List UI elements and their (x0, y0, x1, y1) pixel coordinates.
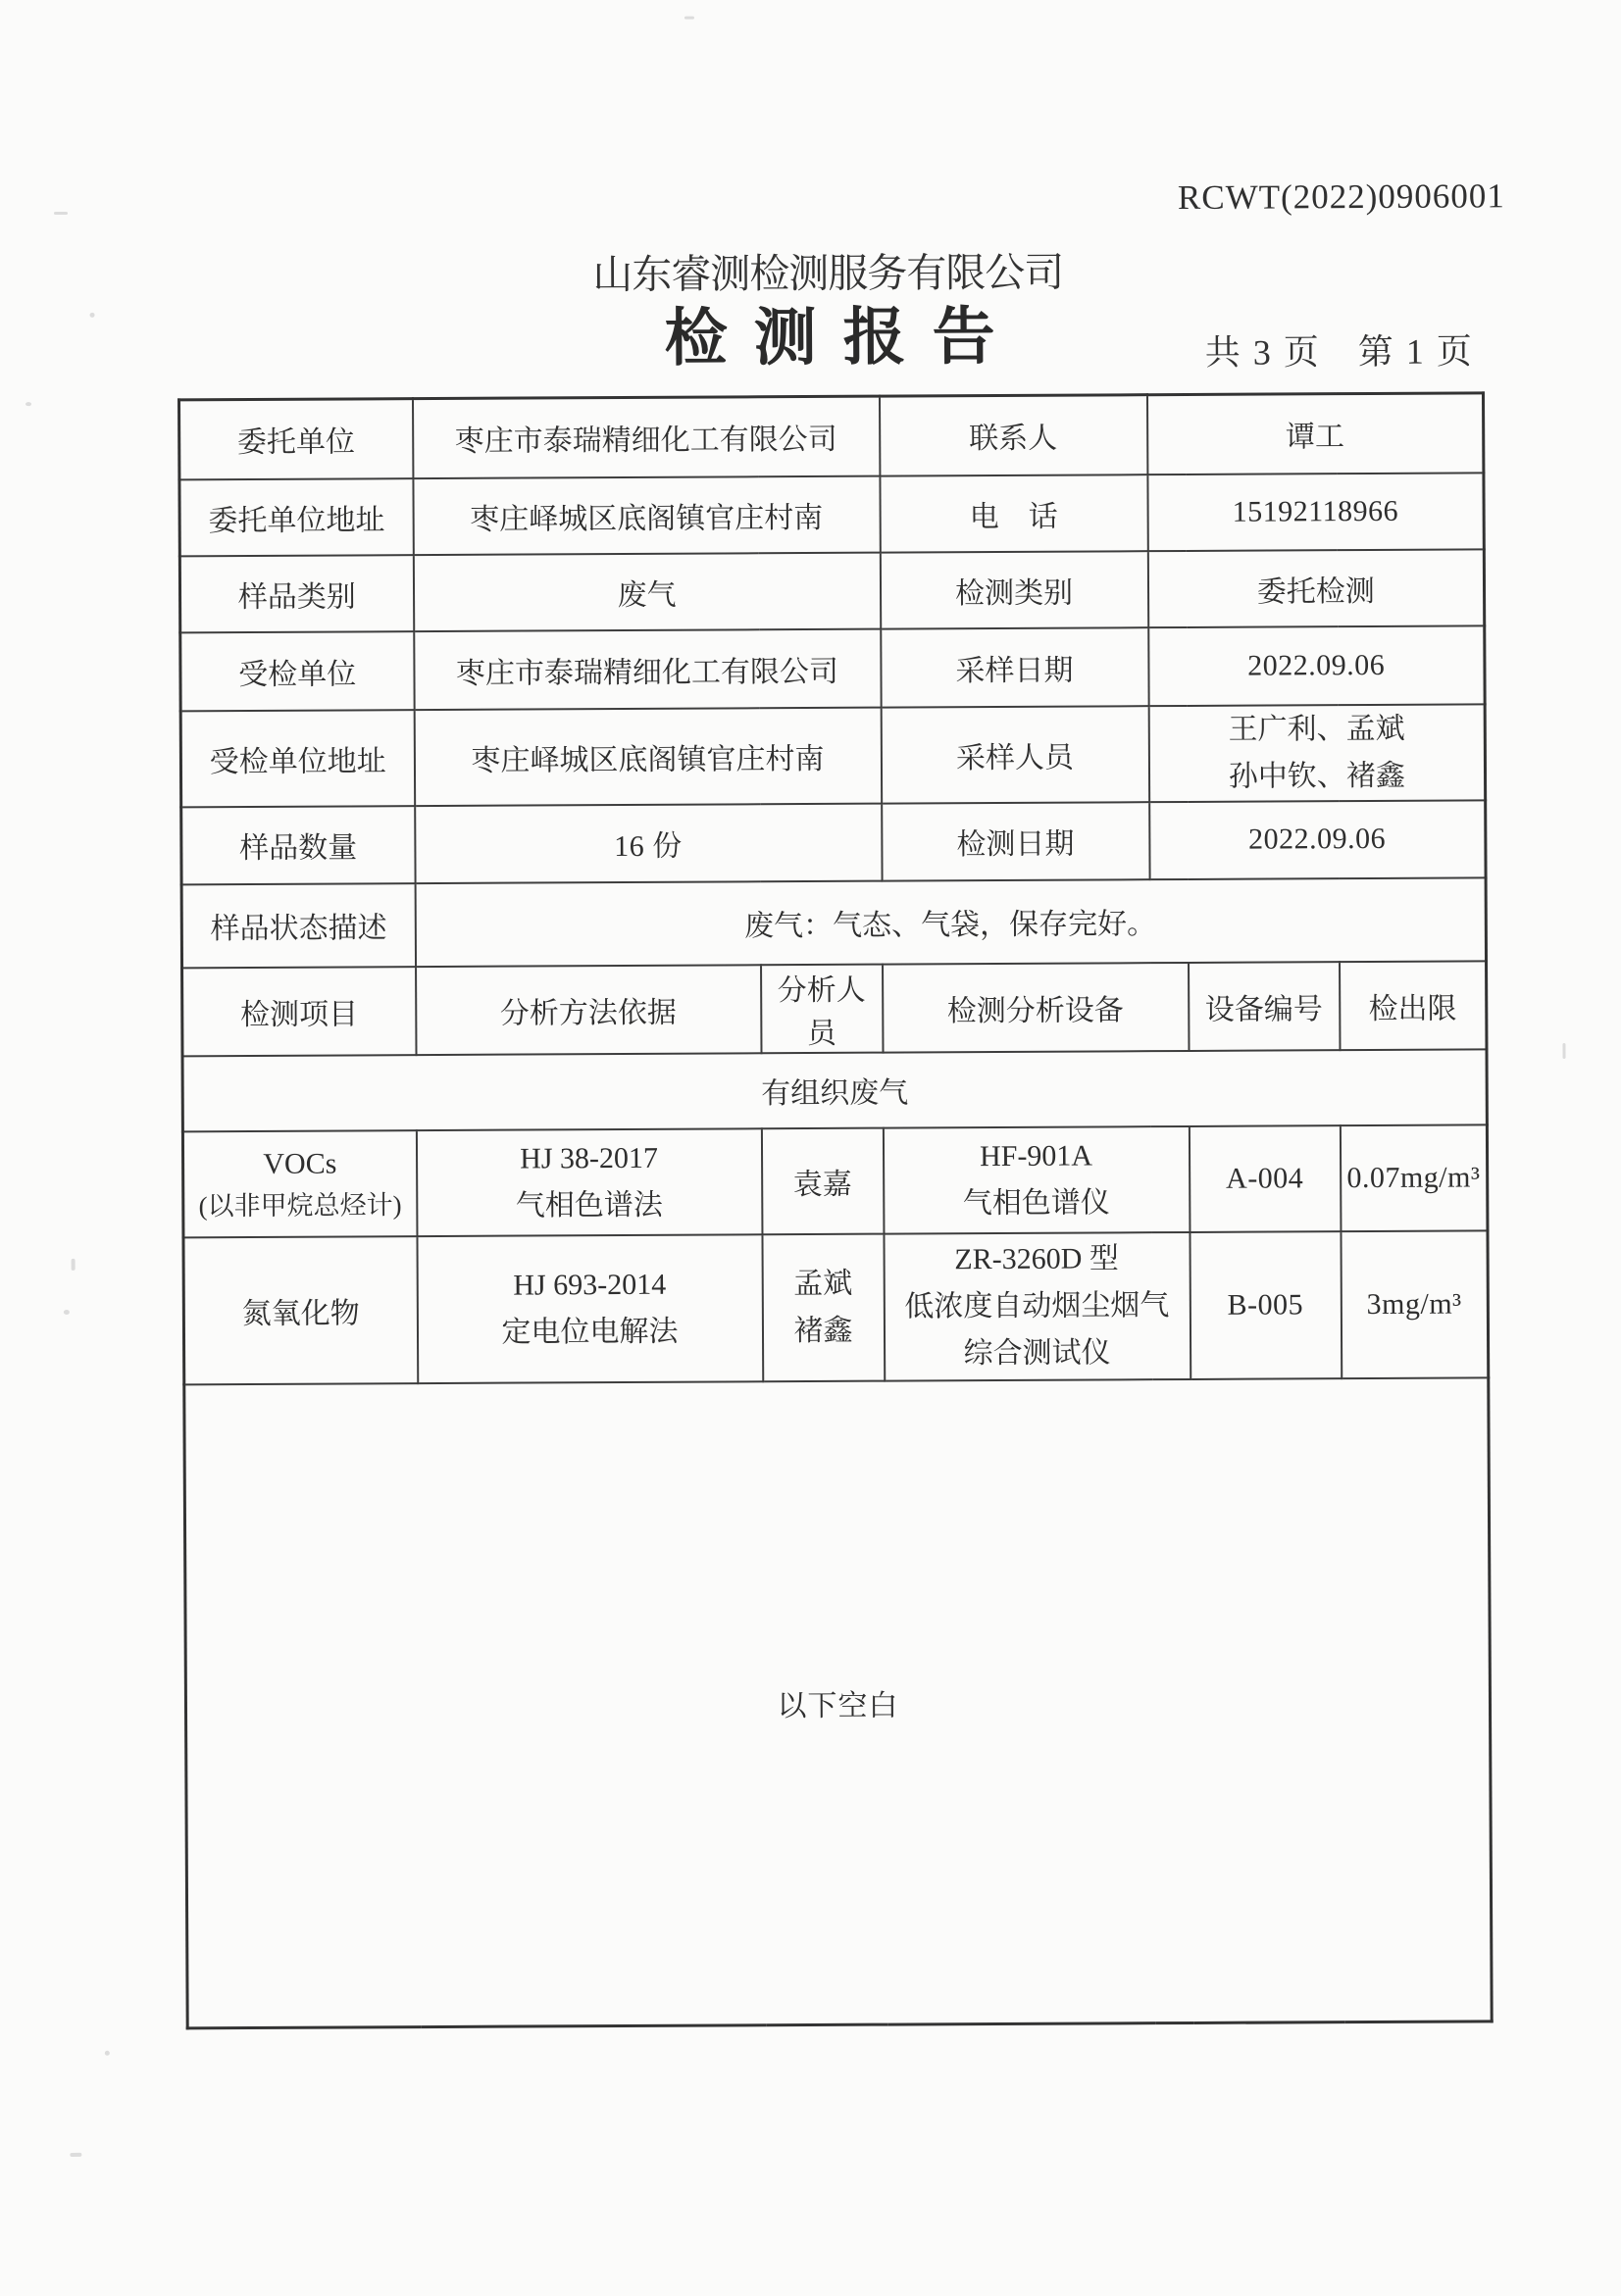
info-label-samplers: 采样人员 (881, 706, 1149, 803)
header-method: 分析方法依据 (416, 965, 761, 1055)
vocs-equipment-line-1: HF-901A (979, 1138, 1093, 1173)
info-label-client: 委托单位 (179, 399, 413, 479)
vocs-equipment-cell (883, 1125, 1190, 1233)
nox-analyst-cell (762, 1233, 885, 1381)
info-label-sampling-date: 采样日期 (881, 627, 1148, 707)
vocs-detection-limit-cell: 0.07mg/m³ (1340, 1124, 1488, 1231)
info-label-sample-category: 样品类别 (179, 555, 413, 632)
info-row-inspected-unit (180, 625, 1485, 711)
info-label-sample-state: 样品状态描述 (181, 883, 415, 968)
scan-speck (54, 212, 68, 215)
nox-device-no-cell: B-005 (1190, 1231, 1342, 1379)
nox-equipment-line-2: 低浓度自动烟尘烟气 (904, 1288, 1170, 1323)
header-equipment: 检测分析设备 (883, 962, 1189, 1052)
info-value-inspected-address: 枣庄峄城区底阁镇官庄村南 (414, 707, 882, 805)
nox-method-line-1: HJ 693-2014 (513, 1268, 667, 1302)
info-value-test-category: 委托检测 (1147, 549, 1484, 627)
info-value-test-date: 2022.09.06 (1149, 800, 1486, 879)
nox-equipment-cell (884, 1231, 1190, 1380)
info-value-samplers (1148, 704, 1486, 802)
vocs-item-line-1: VOCs (263, 1147, 337, 1180)
analysis-row-nox (183, 1230, 1489, 1384)
scan-speck (105, 2051, 110, 2056)
info-row-client (179, 393, 1484, 479)
report-number: RCWT(2022)0906001 (1177, 176, 1505, 218)
info-row-client-address (179, 473, 1484, 556)
vocs-method-line-1: HJ 38-2017 (520, 1141, 659, 1175)
info-value-sample-quantity: 16 份 (415, 803, 882, 882)
samplers-line-1: 王广利、孟斌 (1228, 712, 1405, 746)
info-row-inspected-address (180, 704, 1485, 807)
vocs-item-cell (182, 1130, 417, 1237)
vocs-item-line-2: (以非甲烷总烃计) (198, 1189, 402, 1222)
info-value-inspected-unit: 枣庄市泰瑞精细化工有限公司 (414, 628, 881, 709)
blank-remainder-row (184, 1377, 1492, 2028)
info-row-sample-quantity (181, 800, 1486, 884)
nox-equipment-line-1: ZR-3260D 型 (954, 1241, 1119, 1275)
info-label-sample-quantity: 样品数量 (181, 806, 415, 884)
info-value-contact: 谭工 (1146, 393, 1483, 474)
header-analyst: 分析人员 (761, 964, 883, 1053)
analysis-header-row (182, 961, 1487, 1056)
info-label-contact: 联系人 (879, 395, 1146, 475)
info-label-test-date: 检测日期 (882, 802, 1149, 880)
blank-below-note: 以下空白 (184, 1377, 1492, 2028)
nox-detection-limit-cell: 3mg/m³ (1341, 1230, 1489, 1378)
scan-speck (90, 313, 95, 318)
info-label-phone: 电 话 (880, 474, 1147, 552)
info-label-inspected-address: 受检单位地址 (180, 710, 415, 807)
scan-speck (70, 2153, 81, 2157)
section-title-organized-waste-gas: 有组织废气 (182, 1049, 1487, 1131)
header-test-item: 检测项目 (182, 967, 416, 1056)
vocs-method-line-2: 气相色谱法 (515, 1188, 663, 1223)
scan-speck (1562, 1043, 1565, 1059)
vocs-analyst-cell: 袁嘉 (761, 1127, 884, 1234)
info-value-sample-state: 废气：气态、气袋，保存完好。 (415, 877, 1486, 967)
page-indicator: 共 3 页 第 1 页 (1204, 331, 1474, 373)
info-value-sampling-date: 2022.09.06 (1148, 625, 1485, 706)
header-detection-limit: 检出限 (1340, 961, 1487, 1050)
samplers-line-2: 孙中钦、褚鑫 (1228, 759, 1405, 793)
nox-item-cell: 氮氧化物 (183, 1236, 418, 1384)
scan-speck (64, 1310, 70, 1315)
info-label-test-category: 检测类别 (880, 551, 1147, 628)
info-label-inspected-unit: 受检单位 (180, 631, 414, 711)
info-value-client-address: 枣庄峄城区底阁镇官庄村南 (413, 475, 880, 554)
report-table (177, 391, 1494, 2029)
info-row-sample-state (181, 877, 1486, 968)
info-row-sample-category (179, 549, 1484, 632)
company-name: 山东睿测检测服务有限公司 (592, 249, 1064, 298)
nox-method-cell (417, 1234, 763, 1383)
nox-method-line-2: 定电位电解法 (501, 1315, 679, 1349)
vocs-device-no-cell: A-004 (1189, 1125, 1341, 1232)
nox-analyst-line-1: 孟斌 (793, 1267, 853, 1300)
scan-speck (684, 17, 694, 20)
info-label-client-address: 委托单位地址 (179, 478, 413, 556)
vocs-equipment-line-2: 气相色谱仪 (962, 1185, 1110, 1220)
info-value-sample-category: 废气 (413, 552, 880, 630)
header-device-no: 设备编号 (1189, 962, 1340, 1051)
nox-equipment-line-3: 综合测试仪 (963, 1335, 1111, 1370)
document-title: 检测报告 (664, 301, 1022, 374)
nox-analyst-line-2: 褚鑫 (793, 1314, 853, 1347)
info-value-client: 枣庄市泰瑞精细化工有限公司 (413, 396, 880, 477)
scan-speck (25, 402, 31, 406)
analysis-section-row (182, 1049, 1487, 1131)
info-value-phone: 15192118966 (1147, 473, 1484, 551)
vocs-method-cell (416, 1128, 762, 1236)
analysis-row-vocs (182, 1124, 1488, 1237)
scan-speck (72, 1259, 76, 1271)
